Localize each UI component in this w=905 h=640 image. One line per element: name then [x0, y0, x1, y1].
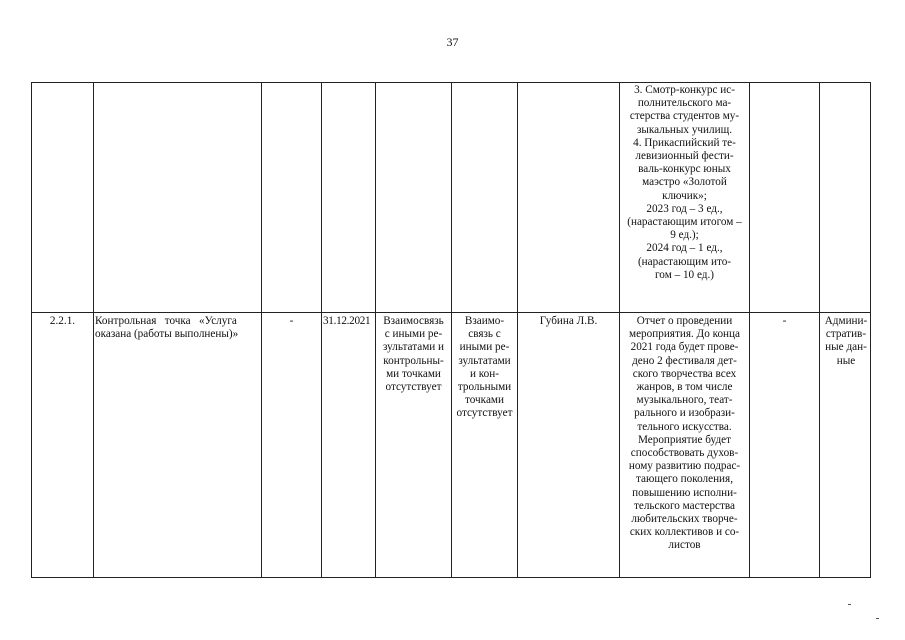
text-line: тельского мастерства: [633, 499, 735, 512]
text-line: ключик»;: [662, 189, 707, 202]
text-line: дено 2 фестиваля дет-: [632, 354, 737, 367]
text-line: 3. Смотр-конкурс ис-: [634, 84, 735, 96]
column-divider: [517, 83, 518, 577]
text-line: контрольны-: [383, 354, 444, 367]
text-line: любительских творче-: [631, 513, 738, 526]
row-divider: [32, 312, 870, 313]
text-line: Админи-: [824, 315, 868, 327]
control-points-table: [31, 82, 871, 578]
text-line: зыкальных училищ.: [636, 123, 733, 136]
text-line: и кон-: [470, 367, 499, 380]
text-line: ских коллективов и со-: [629, 526, 740, 539]
text-line: 2021 года будет прове-: [630, 341, 739, 354]
start-date-dash: -: [289, 315, 294, 327]
text-line: зультатами: [458, 354, 511, 367]
text-line: стерства студентов му-: [629, 110, 740, 123]
end-date: 31.12.2021: [323, 315, 371, 327]
text-line: левизионный фести-: [635, 150, 734, 163]
text-line: ми точками: [386, 367, 441, 380]
text-line: гом – 10 ед.): [655, 268, 714, 281]
text-line: Взаимосвязь: [383, 315, 444, 327]
text-line: оказана (работы выполнены)»: [95, 328, 239, 341]
text-line: Взаимо-: [464, 315, 505, 327]
column-divider: [261, 83, 262, 577]
text-line: рального и изобрази-: [634, 407, 735, 420]
results-cell-continued: [620, 84, 749, 282]
column-divider: [749, 83, 750, 577]
column-divider: [321, 83, 322, 577]
text-line: ные: [836, 354, 856, 367]
scan-speck: [848, 604, 851, 605]
description-cell: [620, 315, 749, 553]
text-line: тельного искусства.: [637, 420, 732, 433]
page-number: 37: [446, 35, 459, 49]
data-source-cell: [820, 315, 872, 368]
text-line: ному развитию подрас-: [628, 460, 741, 473]
text-line: точками: [465, 394, 504, 407]
text-line: 4. Прикаспийский те-: [633, 136, 736, 149]
text-line: ные дан-: [825, 341, 867, 354]
text-line: отсутствует: [385, 381, 442, 394]
text-line: иными ре-: [459, 341, 510, 354]
responsible-person: Губина Л.В.: [539, 315, 598, 327]
text-line: трольными: [457, 381, 512, 394]
row-number: 2.2.1.: [49, 315, 76, 327]
text-line: 2024 год – 1 ед.,: [646, 242, 723, 255]
text-line: листов: [668, 539, 701, 552]
relation-cell-2: [452, 315, 517, 421]
text-line: стратив-: [825, 328, 867, 341]
column-divider: [93, 83, 94, 577]
text-line: Мероприятие будет: [637, 433, 731, 446]
text-line: мероприятия. До конца: [629, 328, 740, 341]
relation-cell: [376, 315, 451, 394]
text-line: Отчет о проведении: [636, 315, 733, 327]
budget-dash: -: [782, 315, 787, 327]
text-line: (нарастающим ито-: [637, 255, 732, 268]
text-line: 9 ед.);: [670, 229, 699, 242]
scan-speck: [876, 618, 879, 619]
text-line: связь с: [468, 328, 501, 341]
control-point-name: [95, 315, 259, 341]
text-line: (нарастающим итогом –: [627, 216, 742, 229]
text-line: способствовать духов-: [630, 447, 739, 460]
text-line: тающего поколения,: [636, 473, 733, 486]
text-line: музыкального, теат-: [636, 394, 733, 407]
text-line: жанров, в том числе: [636, 381, 733, 394]
text-line: отсутствует: [456, 407, 513, 420]
text-line: зультатами и: [382, 341, 445, 354]
text-line: с иными ре-: [384, 328, 443, 341]
text-line: маэстро «Золотой: [642, 176, 727, 189]
text-line: валь-конкурс юных: [638, 163, 731, 176]
text-line: повышению исполни-: [632, 486, 737, 499]
text-line: полнительского ма-: [637, 97, 732, 110]
text-line: ского творчества всех: [632, 367, 737, 380]
text-line: 2023 год – 3 ед.,: [646, 202, 723, 215]
text-line: Контрольная точка «Услуга: [95, 315, 237, 327]
